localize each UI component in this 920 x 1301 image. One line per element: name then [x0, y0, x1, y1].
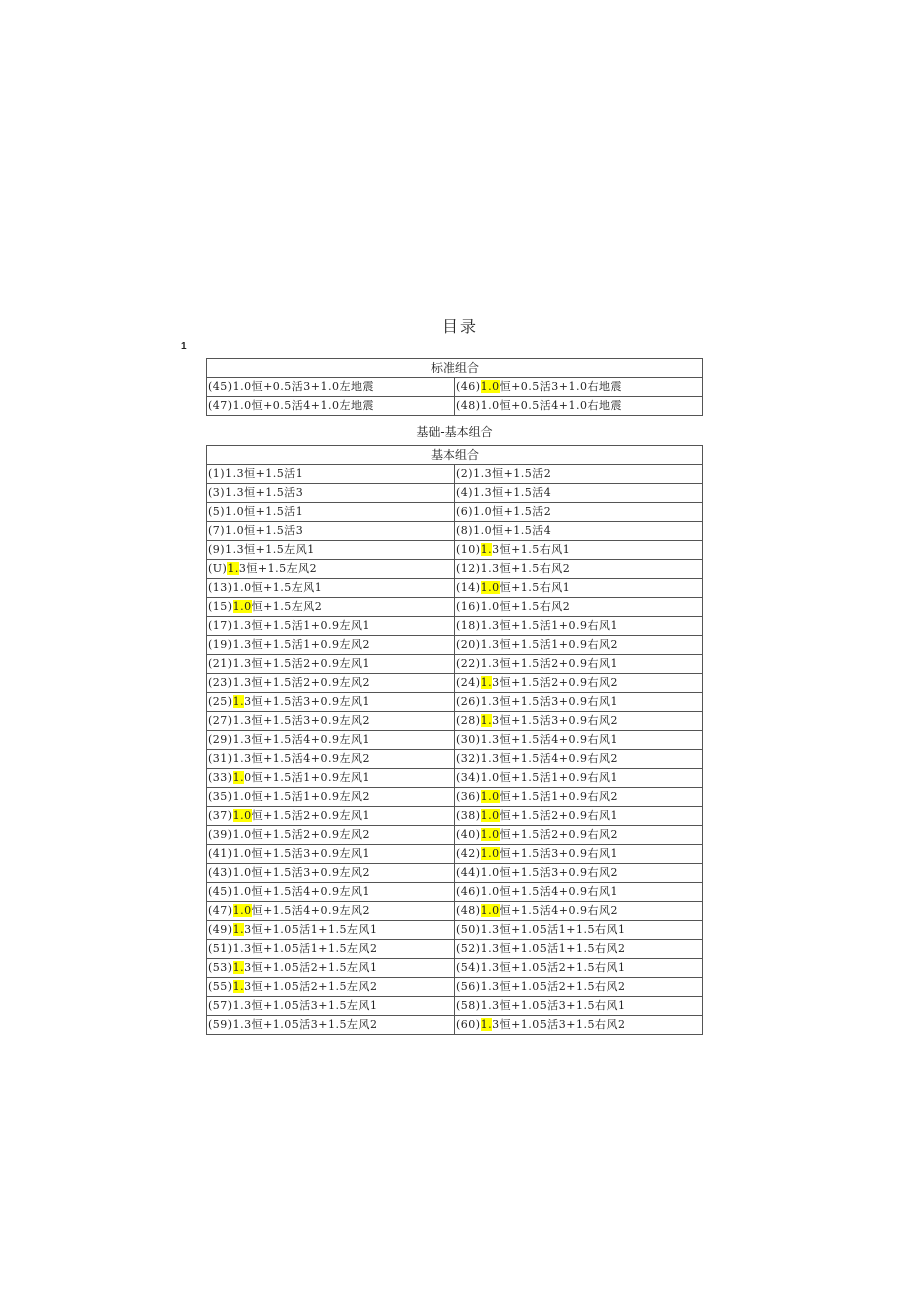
table-row [207, 902, 703, 921]
combination-formula: 1.0恒+1.5活3+0.9左风1 [232, 847, 371, 860]
combination-formula: 恒+1.5活4+0.9右风2 [499, 904, 619, 917]
combination-index: (1) [208, 467, 226, 480]
combination-formula: 1.0恒+1.5活1+0.9右风1 [480, 771, 619, 784]
highlighted-factor: 1.0 [480, 828, 500, 841]
combination-cell [207, 636, 455, 655]
combination-formula: 1.3恒+1.05活2+1.5右风2 [480, 980, 626, 993]
table-row [207, 750, 703, 769]
highlighted-factor: 1. [232, 771, 245, 784]
combination-index: (36) [456, 790, 481, 803]
combination-index: (47) [208, 904, 233, 917]
combination-index: (8) [456, 524, 474, 537]
combination-cell [455, 655, 703, 674]
combination-index: (38) [456, 809, 481, 822]
combination-index: (47) [208, 399, 233, 412]
table-row [207, 541, 703, 560]
combination-cell [207, 902, 455, 921]
combination-index: (45) [208, 885, 233, 898]
combination-cell [207, 560, 455, 579]
table-row [207, 693, 703, 712]
table-row [207, 655, 703, 674]
combination-cell [207, 731, 455, 750]
combination-formula: 1.3恒+1.5活2+0.9左风1 [232, 657, 371, 670]
table-row [207, 864, 703, 883]
combination-cell [455, 693, 703, 712]
combination-index: (40) [456, 828, 481, 841]
combination-index: (22) [456, 657, 481, 670]
table-row [207, 959, 703, 978]
combination-index: (60) [456, 1018, 481, 1031]
table-row [207, 845, 703, 864]
table-row [207, 484, 703, 503]
combination-formula: 1.0恒+1.5右风2 [480, 600, 571, 613]
table-row [207, 731, 703, 750]
combination-index: (55) [208, 980, 233, 993]
highlighted-factor: 1. [480, 714, 493, 727]
combination-cell [207, 1016, 455, 1035]
combination-cell [455, 978, 703, 997]
combination-index: (32) [456, 752, 481, 765]
combination-formula: 1.0恒+1.5活4 [473, 524, 552, 537]
combination-formula: 1.0恒+0.5活3+1.0左地震 [232, 380, 375, 393]
combination-cell [207, 541, 455, 560]
combination-index: (12) [456, 562, 481, 575]
combination-formula: 1.0恒+1.5活2 [473, 505, 552, 518]
combination-formula: 1.0恒+1.5活3+0.9右风2 [480, 866, 619, 879]
combination-index: (56) [456, 980, 481, 993]
combination-cell [455, 769, 703, 788]
highlighted-factor: 1. [480, 676, 493, 689]
combination-cell [207, 826, 455, 845]
combination-cell [455, 750, 703, 769]
combination-index: (26) [456, 695, 481, 708]
combination-index: (20) [456, 638, 481, 651]
combination-formula: 1.3恒+1.05活3+1.5左风1 [232, 999, 378, 1012]
combination-cell [207, 655, 455, 674]
combination-index: (51) [208, 942, 233, 955]
combination-formula: 恒+1.5右风1 [499, 581, 571, 594]
combination-cell [207, 617, 455, 636]
combination-formula: 1.3恒+1.05活2+1.5右风1 [480, 961, 626, 974]
combination-cell [207, 883, 455, 902]
highlighted-factor: 1.0 [480, 581, 500, 594]
table-row [207, 674, 703, 693]
combination-formula: 1.0恒+1.5活4+0.9右风1 [480, 885, 619, 898]
combination-formula: 恒+1.5活4+0.9左风2 [251, 904, 371, 917]
combination-cell [207, 807, 455, 826]
combination-formula: 恒+1.5活3+0.9右风1 [499, 847, 619, 860]
basic-combination-table [206, 445, 703, 1035]
combination-cell [207, 378, 455, 397]
combination-index: (37) [208, 809, 233, 822]
highlighted-factor: 1. [232, 980, 245, 993]
table-row [207, 978, 703, 997]
combination-index: (45) [208, 380, 233, 393]
combination-index: (13) [208, 581, 233, 594]
combination-cell [455, 940, 703, 959]
combination-formula: 恒+1.5活2+0.9左风1 [251, 809, 371, 822]
combination-formula: 0恒+1.5活1+0.9左风1 [244, 771, 371, 784]
combination-index: (29) [208, 733, 233, 746]
section-header-basic: 基本组合 [207, 446, 703, 465]
combination-cell [455, 522, 703, 541]
combination-formula: 1.3恒+1.05活3+1.5右风1 [480, 999, 626, 1012]
combination-index: (39) [208, 828, 233, 841]
table-header-row [207, 359, 703, 378]
combination-cell [455, 921, 703, 940]
combination-formula: 1.3恒+1.5活1+0.9左风1 [232, 619, 371, 632]
combination-index: (5) [208, 505, 226, 518]
combination-cell [207, 769, 455, 788]
combination-index: (34) [456, 771, 481, 784]
combination-index: (52) [456, 942, 481, 955]
combination-cell [455, 465, 703, 484]
combination-formula: 3恒+1.5左风2 [238, 562, 318, 575]
combination-formula: 1.0恒+1.5活3 [225, 524, 304, 537]
table-row [207, 378, 703, 397]
table-row [207, 560, 703, 579]
combination-index: (23) [208, 676, 233, 689]
combination-cell [455, 1016, 703, 1035]
highlighted-factor: 1. [232, 695, 245, 708]
table-row [207, 522, 703, 541]
combination-cell [207, 750, 455, 769]
combination-cell [207, 503, 455, 522]
combination-cell [207, 465, 455, 484]
combination-formula: 1.3恒+1.5活1+0.9右风1 [480, 619, 619, 632]
combination-formula: 1.3恒+1.5活1+0.9右风2 [480, 638, 619, 651]
combination-formula: 1.3恒+1.05活1+1.5右风2 [480, 942, 626, 955]
combination-cell [207, 921, 455, 940]
combination-formula: 3恒+1.5活3+0.9左风1 [244, 695, 371, 708]
combination-index: (49) [208, 923, 233, 936]
combination-index: (15) [208, 600, 233, 613]
combination-cell [207, 579, 455, 598]
combination-index: (3) [208, 486, 226, 499]
combination-index: (31) [208, 752, 233, 765]
combination-cell [455, 902, 703, 921]
combination-formula: 1.3恒+1.5活1+0.9左风2 [232, 638, 371, 651]
table-row [207, 807, 703, 826]
highlighted-factor: 1.0 [232, 600, 252, 613]
combination-formula: 1.3恒+1.5活4+0.9左风1 [232, 733, 371, 746]
section-header-standard: 标准组合 [207, 359, 703, 378]
highlighted-factor: 1. [480, 543, 493, 556]
combination-formula: 1.0恒+1.5活3+0.9左风2 [232, 866, 371, 879]
highlighted-factor: 1.0 [480, 809, 500, 822]
combination-index: (42) [456, 847, 481, 860]
table-header-row [207, 446, 703, 465]
combination-formula: 1.0恒+1.5左风1 [232, 581, 323, 594]
combination-formula: 1.3恒+1.5活4 [473, 486, 552, 499]
combination-formula: 1.3恒+1.5活3+0.9左风2 [232, 714, 371, 727]
highlighted-factor: 1. [480, 1018, 493, 1031]
combination-formula: 1.3恒+1.5活2 [473, 467, 552, 480]
combination-formula: 1.3恒+1.5右风2 [480, 562, 571, 575]
highlighted-factor: 1.0 [232, 904, 252, 917]
page-number: 1 [181, 341, 187, 352]
combination-index: (43) [208, 866, 233, 879]
combination-index: (48) [456, 904, 481, 917]
page-title: 目录 [441, 317, 478, 336]
combination-index: (U) [208, 562, 228, 575]
combination-cell [455, 617, 703, 636]
combination-index: (17) [208, 619, 233, 632]
combination-formula: 1.0恒+1.5活1+0.9左风2 [232, 790, 371, 803]
standard-combination-table [206, 358, 703, 416]
combination-cell [207, 959, 455, 978]
combination-index: (59) [208, 1018, 233, 1031]
combination-formula: 1.3恒+1.5活3 [225, 486, 304, 499]
combination-cell [207, 788, 455, 807]
combination-cell [455, 541, 703, 560]
combination-cell [207, 397, 455, 416]
table-row [207, 997, 703, 1016]
section-title-foundation: 基础-基本组合 [416, 425, 493, 439]
combination-formula: 1.0恒+1.5活2+0.9左风2 [232, 828, 371, 841]
combination-formula: 1.3恒+1.5活2+0.9右风1 [480, 657, 619, 670]
highlighted-factor: 1. [232, 961, 245, 974]
combination-index: (53) [208, 961, 233, 974]
combination-formula: 1.3恒+1.5活3+0.9右风1 [480, 695, 619, 708]
combination-formula: 1.3恒+1.05活1+1.5右风1 [480, 923, 626, 936]
combination-index: (14) [456, 581, 481, 594]
combination-cell [207, 693, 455, 712]
combination-formula: 1.3恒+1.5左风1 [225, 543, 315, 556]
combination-cell [455, 826, 703, 845]
table-row [207, 579, 703, 598]
table-row [207, 1016, 703, 1035]
highlighted-factor: 1.0 [232, 809, 252, 822]
combination-cell [207, 997, 455, 1016]
combination-index: (7) [208, 524, 226, 537]
combination-index: (4) [456, 486, 474, 499]
combination-formula: 1.3恒+1.5活4+0.9左风2 [232, 752, 371, 765]
combination-formula: 恒+1.5活2+0.9右风2 [499, 828, 619, 841]
highlighted-factor: 1.0 [480, 380, 500, 393]
combination-formula: 1.3恒+1.05活1+1.5左风2 [232, 942, 378, 955]
combination-index: (21) [208, 657, 233, 670]
combination-cell [455, 560, 703, 579]
combination-cell [455, 864, 703, 883]
combination-index: (46) [456, 380, 481, 393]
combination-index: (46) [456, 885, 481, 898]
table-row [207, 617, 703, 636]
combination-index: (30) [456, 733, 481, 746]
highlighted-factor: 1.0 [480, 790, 500, 803]
table-row [207, 940, 703, 959]
combination-cell [455, 674, 703, 693]
combination-index: (16) [456, 600, 481, 613]
table-row [207, 826, 703, 845]
combination-index: (25) [208, 695, 233, 708]
table-row [207, 397, 703, 416]
combination-formula: 3恒+1.5活3+0.9右风2 [492, 714, 619, 727]
combination-cell [455, 598, 703, 617]
combination-cell [455, 484, 703, 503]
combination-cell [455, 731, 703, 750]
combination-index: (58) [456, 999, 481, 1012]
combination-formula: 恒+0.5活3+1.0右地震 [499, 380, 623, 393]
combination-index: (57) [208, 999, 233, 1012]
combination-cell [207, 712, 455, 731]
combination-formula: 3恒+1.05活2+1.5左风1 [244, 961, 378, 974]
combination-cell [455, 883, 703, 902]
combination-index: (44) [456, 866, 481, 879]
combination-formula: 1.3恒+1.5活4+0.9右风2 [480, 752, 619, 765]
combination-formula: 1.3恒+1.5活4+0.9右风1 [480, 733, 619, 746]
combination-cell [455, 503, 703, 522]
table-row [207, 921, 703, 940]
combination-index: (10) [456, 543, 481, 556]
combination-formula: 3恒+1.05活2+1.5左风2 [244, 980, 378, 993]
combination-formula: 1.0恒+1.5活1 [225, 505, 304, 518]
combination-formula: 1.3恒+1.5活2+0.9左风2 [232, 676, 371, 689]
combination-cell [207, 522, 455, 541]
combination-formula: 1.0恒+0.5活4+1.0右地震 [480, 399, 623, 412]
combination-formula: 1.0恒+1.5活4+0.9左风1 [232, 885, 371, 898]
highlighted-factor: 1.0 [480, 904, 500, 917]
combination-index: (27) [208, 714, 233, 727]
combination-cell [207, 845, 455, 864]
combination-cell [455, 712, 703, 731]
combination-cell [455, 959, 703, 978]
combination-cell [455, 997, 703, 1016]
combination-index: (19) [208, 638, 233, 651]
combination-formula: 3恒+1.5右风1 [492, 543, 571, 556]
combination-formula: 恒+1.5活1+0.9右风2 [499, 790, 619, 803]
combination-cell [455, 807, 703, 826]
combination-cell [455, 845, 703, 864]
combination-cell [207, 598, 455, 617]
table-row [207, 712, 703, 731]
table-row [207, 883, 703, 902]
combination-formula: 3恒+1.5活2+0.9右风2 [492, 676, 619, 689]
combination-cell [207, 978, 455, 997]
combination-cell [207, 674, 455, 693]
combination-formula: 恒+1.5活2+0.9右风1 [499, 809, 619, 822]
combination-cell [455, 378, 703, 397]
combination-formula: 1.0恒+0.5活4+1.0左地震 [232, 399, 375, 412]
highlighted-factor: 1.0 [480, 847, 500, 860]
combination-formula: 3恒+1.05活1+1.5左风1 [244, 923, 378, 936]
highlighted-factor: 1. [227, 562, 239, 575]
combination-cell [207, 864, 455, 883]
combination-index: (9) [208, 543, 226, 556]
combination-cell [207, 940, 455, 959]
table-row [207, 598, 703, 617]
combination-index: (6) [456, 505, 474, 518]
combination-formula: 1.3恒+1.05活3+1.5左风2 [232, 1018, 378, 1031]
combination-cell [455, 397, 703, 416]
table-row [207, 503, 703, 522]
highlighted-factor: 1. [232, 923, 245, 936]
combination-formula: 恒+1.5左风2 [251, 600, 323, 613]
combination-cell [207, 484, 455, 503]
combination-index: (2) [456, 467, 474, 480]
combination-index: (18) [456, 619, 481, 632]
combination-formula: 1.3恒+1.5活1 [225, 467, 304, 480]
table-row [207, 788, 703, 807]
combination-cell [455, 579, 703, 598]
combination-index: (48) [456, 399, 481, 412]
table-row [207, 465, 703, 484]
combination-index: (41) [208, 847, 233, 860]
combination-index: (35) [208, 790, 233, 803]
combination-cell [455, 636, 703, 655]
combination-cell [455, 788, 703, 807]
combination-index: (50) [456, 923, 481, 936]
combination-index: (24) [456, 676, 481, 689]
table-row [207, 769, 703, 788]
combination-formula: 3恒+1.05活3+1.5右风2 [492, 1018, 626, 1031]
combination-index: (33) [208, 771, 233, 784]
combination-index: (54) [456, 961, 481, 974]
combination-index: (28) [456, 714, 481, 727]
table-row [207, 636, 703, 655]
